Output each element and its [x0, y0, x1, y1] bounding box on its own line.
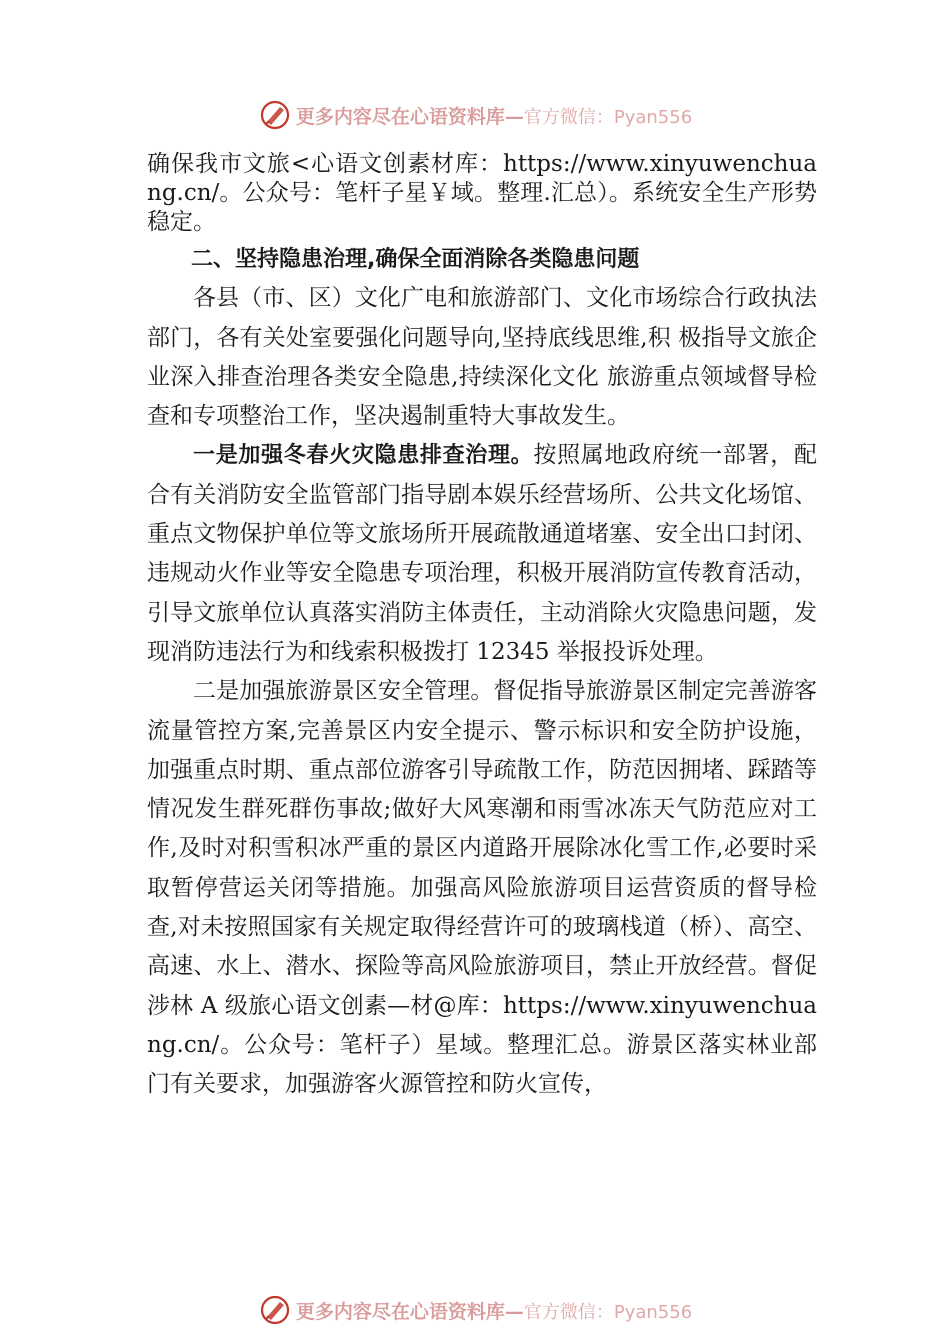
section-heading-2: 二、坚持隐患治理,确保全面消除各类隐患问题	[191, 247, 640, 272]
header-banner	[0, 95, 950, 135]
header-banner-text	[296, 102, 692, 129]
footer-banner-wechat: 官方微信：Pyan556	[523, 1301, 693, 1323]
pen-nib-logo-icon	[258, 98, 292, 132]
paragraph-intro: 确保我市文旅<心语文创素材库：https://www.xinyuwenchuang.cn/。公众号：笔杆子星￥域。整理.汇总）。系统安全生产形势稳定。	[147, 151, 817, 235]
header-banner-wechat: 官方微信：Pyan556	[523, 106, 693, 128]
pen-nib-logo-icon	[258, 1293, 292, 1327]
paragraph-scenic-safety: 二是加强旅游景区安全管理。督促指导旅游景区制定完善游客流量管控方案,完善景区内安全提示、警示标识和安全防护设施，加强重点时期、重点部位游客引导疏散工作，防范因拥堵、踩踏等情况发生群死群伤事故;做好大风寒潮和雨雪冰冻天气防范应对工作,及时对积雪积冰严重的景区内道路开展除冰化雪工作,必要时采取暂停营运关闭等措施。加强高风险旅游项目运营资质的督导检查,对未按照国家有关规定取得经营许可的玻璃栈道（桥）、高空、高速、水上、潜水、探险等高风险旅游项目，禁止开放经营。督促涉林 A 级旅心语文创素—材@库：https://www.xinyuwenchuang.cn/。公众号：笔杆子）星域。整理汇总。游景区落实林业部门有关要求，加强游客火源管控和防火宣传，	[147, 678, 817, 1098]
document-body	[147, 150, 817, 1105]
paragraph-fire-safety	[147, 436, 817, 672]
paragraph-fire-safety-text: 按照属地政府统一部署，配合有关消防安全监管部门指导剧本娱乐经营场所、公共文化场馆、重点文物保护单位等文旅场所开展疏散通道堵塞、安全出口封闭、违规动火作业等安全隐患专项治理，积极开展消防宣传教育活动，引导文旅单位认真落实消防主体责任，主动消除火灾隐患问题，发现消防违法行为和线索积极拨打 12345 举报投诉处理。	[147, 442, 817, 665]
footer-banner-main: 更多内容尽在心语资料库—	[295, 1300, 524, 1323]
footer-banner	[0, 1290, 950, 1330]
paragraph-hidden-danger: 各县（市、区）文化广电和旅游部门、文化市场综合行政执法部门，各有关处室要强化问题导向,坚持底线思维,积 极指导文旅企业深入排查治理各类安全隐患,持续深化文化 旅游重点领域督导检查和专项整治工作，坚决遏制重特大事故发生。	[147, 285, 817, 430]
footer-banner-text	[296, 1297, 692, 1324]
header-banner-main: 更多内容尽在心语资料库—	[295, 105, 524, 128]
paragraph-fire-safety-lead: 一是加强冬春火灾隐患排查治理。	[193, 443, 534, 469]
